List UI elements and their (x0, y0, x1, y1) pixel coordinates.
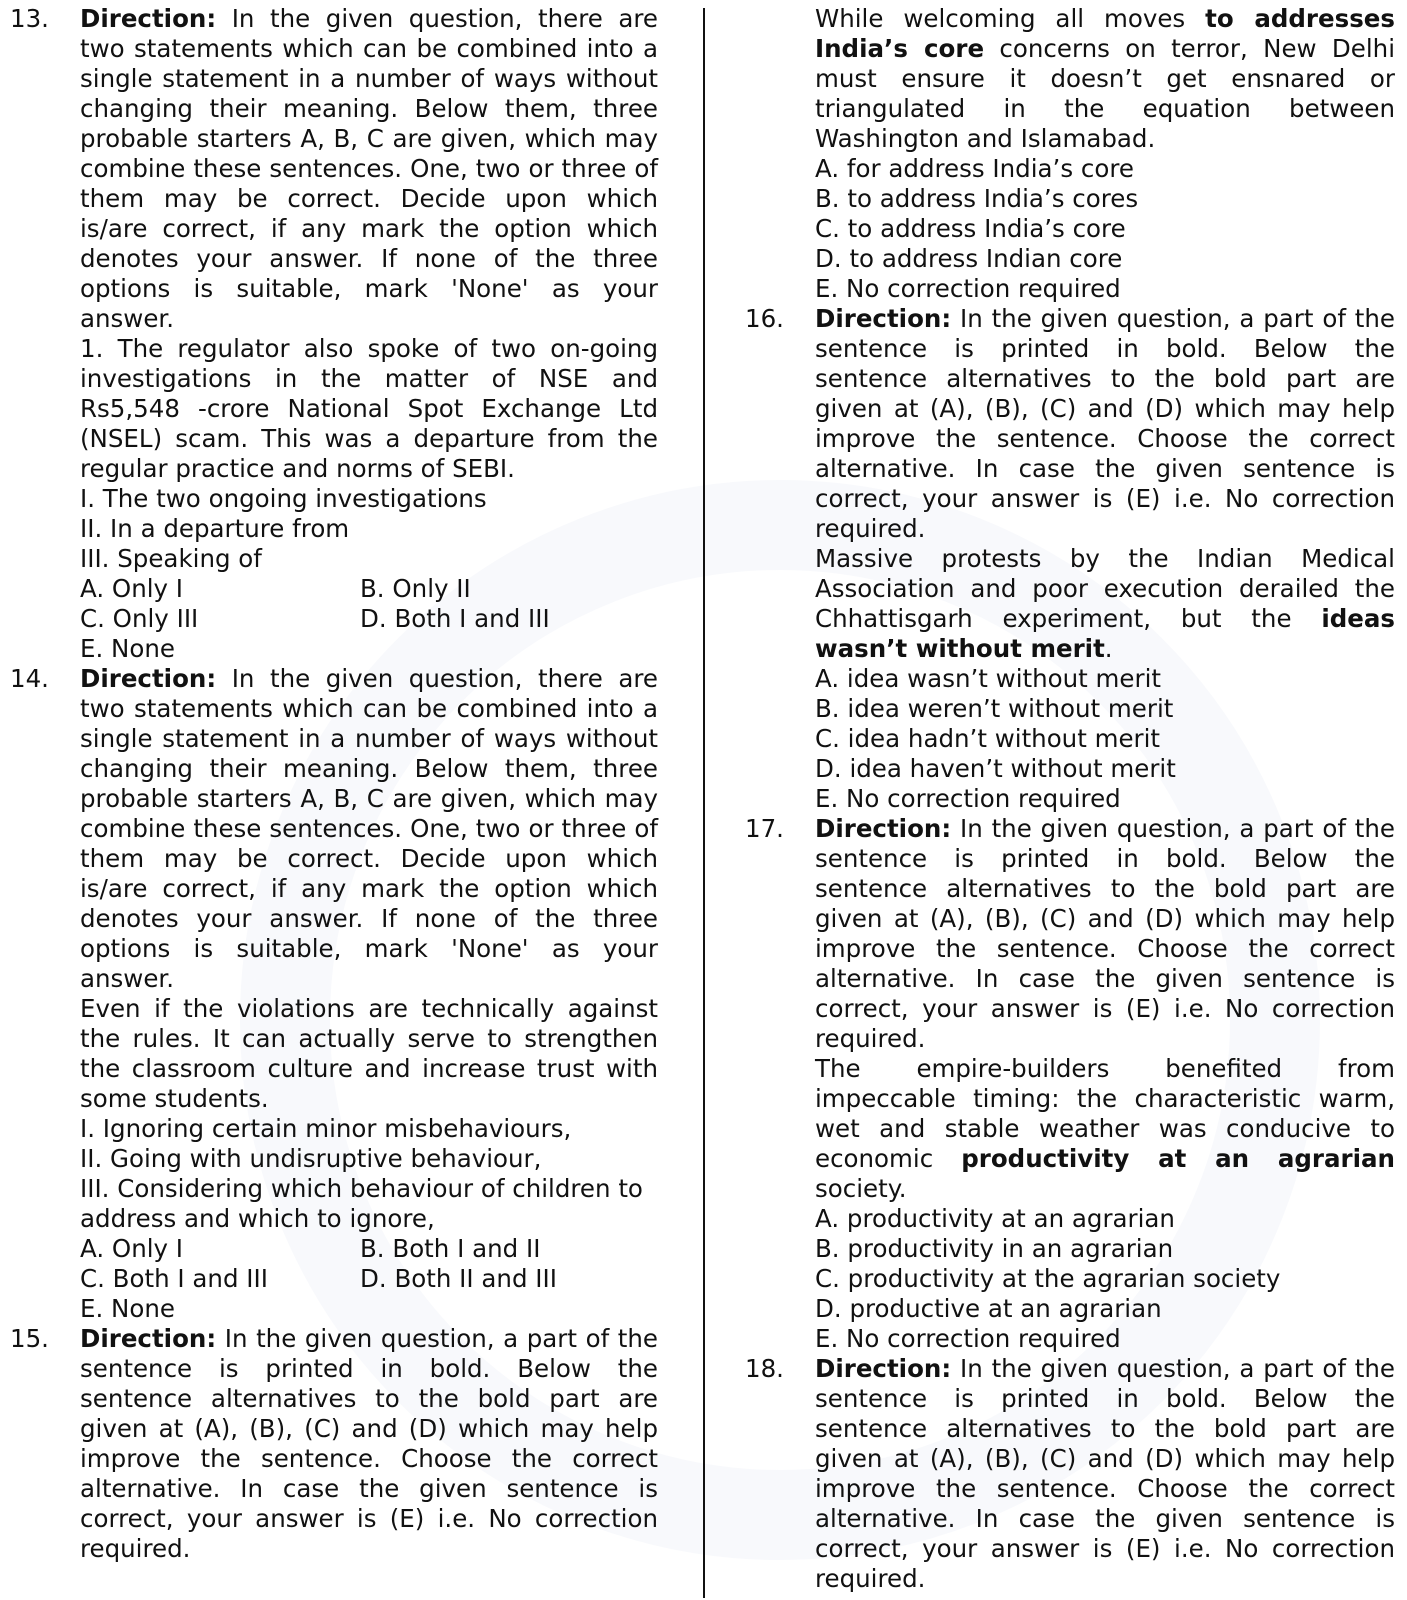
starter-3: III. Considering which behaviour of children to address and which to ignore, (80, 1174, 643, 1233)
starter-1: I. Ignoring certain minor misbehaviours, (80, 1114, 572, 1143)
passage (815, 1054, 1395, 1204)
direction-text (80, 1324, 658, 1564)
option-c[interactable]: C. idea hadn’t without merit (815, 724, 1161, 753)
direction-text (80, 4, 658, 334)
number-spacer (745, 4, 815, 304)
passage (815, 544, 1395, 664)
direction-body: In the given question, there are two statements which can be combined into a single statement in a number of ways without changing their meaning. Below them, three probable starters A, B, C are given, which may combine these sentences. One, two or three of them may be correct. Decide upon which is/are correct, if any mark the option which denotes your answer. If none of the three options is suitable, mark 'None' as your answer. (80, 664, 658, 993)
direction-text (815, 304, 1395, 544)
passage: Even if the violations are technically against the rules. It can actually serve to strengthen the classroom culture and increase trust with some students. (80, 994, 658, 1113)
direction-label: Direction: (815, 1354, 952, 1383)
passage-text: concerns on terror, New Delhi must ensure it doesn’t get ensnared or triangulated in the equation between Washington and Islamabad. (815, 34, 1395, 153)
option-d[interactable]: D. idea haven’t without merit (815, 754, 1176, 783)
option-b[interactable]: B. Only II (360, 574, 471, 603)
direction-label: Direction: (80, 1324, 217, 1353)
question-18 (745, 1354, 1395, 1594)
options-grid (80, 1234, 658, 1294)
question-number: 16. (745, 304, 784, 333)
option-e[interactable]: E. No correction required (815, 274, 1121, 303)
option-b[interactable]: B. idea weren’t without merit (815, 694, 1174, 723)
option-c[interactable]: C. productivity at the agrarian society (815, 1264, 1281, 1293)
option-e[interactable]: E. No correction required (815, 784, 1121, 813)
options-grid (80, 574, 658, 634)
passage-text: The empire-builders benefited from impeccable timing: the characteristic warm, wet and stable weather was conducive to economic (815, 1054, 1395, 1173)
option-d[interactable]: D. Both I and III (360, 604, 550, 633)
passage-text: society. (815, 1174, 907, 1203)
option-b[interactable]: B. productivity in an agrarian (815, 1234, 1174, 1263)
option-a[interactable]: A. Only I (80, 1234, 184, 1263)
direction-label: Direction: (80, 4, 217, 33)
option-a[interactable]: A. for address India’s core (815, 154, 1134, 183)
direction-body: In the given question, a part of the sentence is printed in bold. Below the sentence alternatives to the bold part are given at (A), (B), (C) and (D) which may help improve the sentence. Choose the correct alternative. In case the given sentence is correct, your answer is (E) i.e. No correction required. (80, 1324, 658, 1563)
question-13 (10, 4, 658, 664)
direction-body: In the given question, a part of the sentence is printed in bold. Below the sentence alternatives to the bold part are given at (A), (B), (C) and (D) which may help improve the sentence. Choose the correct alternative. In case the given sentence is correct, your answer is (E) i.e. No correction required. (815, 1354, 1395, 1593)
direction-label: Direction: (815, 814, 952, 843)
question-14 (10, 664, 658, 1324)
direction-text (815, 1354, 1395, 1594)
option-e[interactable]: E. None (80, 634, 175, 663)
direction-label: Direction: (815, 304, 952, 333)
bold-segment: productivity at an agrarian (961, 1144, 1395, 1173)
bold-segment: to addresses India’s core (815, 4, 1395, 63)
passage: 1. The regulator also spoke of two on-going investigations in the matter of NSE and Rs5,548 -crore National Spot Exchange Ltd (NSEL) scam. This was a departure from the regular practice and norms of SEBI. (80, 334, 658, 483)
option-c[interactable]: C. to address India’s core (815, 214, 1126, 243)
question-number: 17. (745, 814, 784, 843)
question-number: 18. (745, 1354, 784, 1383)
option-d[interactable]: D. productive at an agrarian (815, 1294, 1162, 1323)
left-column (10, 4, 658, 1564)
option-a[interactable]: A. idea wasn’t without merit (815, 664, 1161, 693)
starter-2: II. In a departure from (80, 514, 350, 543)
passage-text: Massive protests by the Indian Medical Association and poor execution derailed the Chhattisgarh experiment, but the (815, 544, 1395, 633)
direction-text (815, 814, 1395, 1054)
direction-label: Direction: (80, 664, 217, 693)
direction-body: In the given question, a part of the sentence is printed in bold. Below the sentence alternatives to the bold part are given at (A), (B), (C) and (D) which may help improve the sentence. Choose the correct alternative. In case the given sentence is correct, your answer is (E) i.e. No correction required. (815, 814, 1395, 1053)
option-a[interactable]: A. productivity at an agrarian (815, 1204, 1175, 1233)
option-c[interactable]: C. Both I and III (80, 1264, 268, 1293)
option-c[interactable]: C. Only III (80, 604, 199, 633)
direction-body: In the given question, a part of the sentence is printed in bold. Below the sentence alternatives to the bold part are given at (A), (B), (C) and (D) which may help improve the sentence. Choose the correct alternative. In case the given sentence is correct, your answer is (E) i.e. No correction required. (815, 304, 1395, 543)
passage-text: While welcoming all moves (815, 4, 1206, 33)
direction-body: In the given question, there are two statements which can be combined into a single statement in a number of ways without changing their meaning. Below them, three probable starters A, B, C are given, which may combine these sentences. One, two or three of them may be correct. Decide upon which is/are correct, if any mark the option which denotes your answer. If none of the three options is suitable, mark 'None' as your answer. (80, 4, 658, 333)
question-15 (10, 1324, 658, 1564)
question-number: 14. (10, 664, 49, 693)
question-15-continued (745, 4, 1395, 304)
passage (815, 4, 1395, 154)
option-b[interactable]: B. Both I and II (360, 1234, 541, 1263)
option-d[interactable]: D. to address Indian core (815, 244, 1123, 273)
starter-2: II. Going with undisruptive behaviour, (80, 1144, 542, 1173)
option-e[interactable]: E. None (80, 1294, 175, 1323)
right-column (745, 4, 1395, 1594)
direction-text (80, 664, 658, 994)
option-a[interactable]: A. Only I (80, 574, 184, 603)
starter-3: III. Speaking of (80, 544, 262, 573)
passage-text: . (1104, 634, 1113, 663)
option-b[interactable]: B. to address India’s cores (815, 184, 1139, 213)
option-e[interactable]: E. No correction required (815, 1324, 1121, 1353)
option-d[interactable]: D. Both II and III (360, 1264, 557, 1293)
question-16 (745, 304, 1395, 814)
starter-1: I. The two ongoing investigations (80, 484, 487, 513)
question-number: 13. (10, 4, 49, 33)
bold-segment: ideas wasn’t without merit (815, 604, 1395, 663)
question-number: 15. (10, 1324, 49, 1353)
question-17 (745, 814, 1395, 1354)
column-divider (703, 8, 705, 1598)
